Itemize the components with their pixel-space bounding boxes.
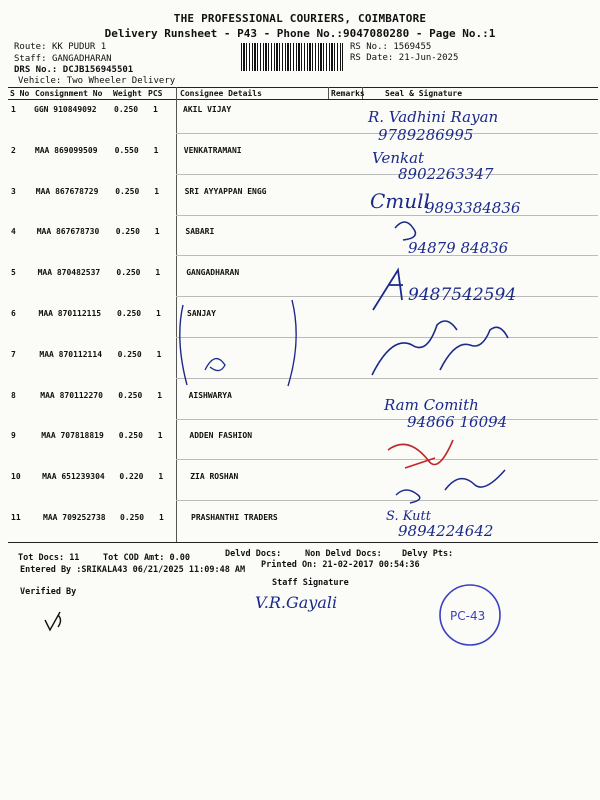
row-consignee: AISHWARYA xyxy=(188,391,232,400)
delvd-docs: Delvd Docs: xyxy=(225,549,282,559)
sig-tamil-scribble xyxy=(372,321,508,375)
tot-docs: Tot Docs: 11 xyxy=(18,553,80,563)
verified-by-label: Verified By xyxy=(20,587,77,597)
row-pcs: 1 xyxy=(153,105,158,114)
row-sno: 7 xyxy=(11,350,16,359)
vehicle-value: Two Wheeler Delivery xyxy=(66,76,176,86)
delvy-pts: Delvy Pts: xyxy=(402,549,454,559)
row-consignment: MAA 867678730 xyxy=(36,227,100,236)
staff-value: GANGADHARAN xyxy=(51,54,112,64)
col-sno: S No xyxy=(10,89,30,98)
row-sno: 8 xyxy=(11,391,16,400)
sig-row1-phone: 9789286995 xyxy=(378,126,474,144)
row-consignment: MAA 870482537 xyxy=(37,268,101,277)
sig-row3-phone: 9893384836 xyxy=(425,199,521,217)
row-consignment: MAA 870112114 xyxy=(39,350,103,359)
col-consignee: Consignee Details xyxy=(180,89,262,98)
row-consignment: GGN 910849092 xyxy=(34,105,97,114)
verified-by-signature xyxy=(45,612,61,630)
row-separator xyxy=(176,174,598,175)
table-bottom-rule xyxy=(8,542,598,543)
sig-row1-name: R. Vadhini Rayan xyxy=(368,108,499,126)
col-remarks: Remarks xyxy=(331,89,365,98)
row-consignee: SABARI xyxy=(185,227,215,236)
row-sno: 5 xyxy=(11,268,16,277)
row-consignee: PRASHANTHI TRADERS xyxy=(191,513,278,522)
staff-line: Staff: GANGADHARAN xyxy=(14,54,112,64)
row-pcs: 1 xyxy=(153,146,159,155)
row-separator xyxy=(176,215,598,216)
company-title: THE PROFESSIONAL COURIERS, COIMBATORE xyxy=(173,12,427,25)
row-sno: 2 xyxy=(11,146,16,155)
stamp-circle xyxy=(440,585,500,645)
row-consignment: MAA 870112115 xyxy=(38,309,102,318)
row-pcs: 1 xyxy=(159,513,164,522)
row-weight: 0.250 xyxy=(116,268,141,277)
row-sno: 10 xyxy=(11,472,21,481)
row-consignee: SANJAY xyxy=(187,309,216,318)
row-weight: 0.250 xyxy=(120,513,145,522)
route-value: KK PUDUR 1 xyxy=(51,42,107,52)
row-pcs: 1 xyxy=(157,431,163,440)
rs-no-line: RS No.: 1569455 xyxy=(350,42,432,52)
drs-line: DRS No.: DCJB156945501 xyxy=(14,65,134,75)
table-header-rule xyxy=(8,99,598,100)
col-weight: Weight xyxy=(113,89,142,98)
row-separator xyxy=(176,255,598,256)
sig-row3-name: Cmull xyxy=(370,189,430,213)
sig-row11-phone: 9894224642 xyxy=(398,522,494,540)
row-consignee: SRI AYYAPPAN ENGG xyxy=(184,187,267,196)
sig-row2-name: Venkat xyxy=(372,149,425,167)
row-consignee: ADDEN FASHION xyxy=(189,431,253,440)
stamp-text: PC-43 xyxy=(450,609,486,623)
row-pcs: 1 xyxy=(154,187,160,196)
row-consignee: GANGADHARAN xyxy=(186,268,240,277)
row-sno: 4 xyxy=(11,227,16,236)
row-consignee: VENKATRAMANI xyxy=(183,146,242,155)
row-consignment: MAA 869099509 xyxy=(34,146,98,155)
row-weight: 0.250 xyxy=(117,309,142,318)
route-line: Route: KK PUDUR 1 xyxy=(14,42,107,52)
row-consignment: MAA 707818819 xyxy=(41,431,104,440)
row-consignee: AKIL VIJAY xyxy=(183,105,232,114)
row-sno: 1 xyxy=(11,105,16,114)
row-separator xyxy=(176,133,598,134)
sig-rows-6-7-scribble xyxy=(205,359,225,371)
row-consignee: ZIA ROSHAN xyxy=(190,472,239,481)
column-divider xyxy=(176,87,177,542)
column-divider xyxy=(328,87,329,99)
row-separator xyxy=(176,419,598,420)
row-pcs: 1 xyxy=(157,391,163,400)
non-delvd-docs: Non Delvd Docs: xyxy=(305,549,382,559)
row-separator xyxy=(176,500,598,501)
row-pcs: 1 xyxy=(155,268,161,277)
printed-on: Printed On: 21-02-2017 00:54:36 xyxy=(261,560,420,570)
drs-value: DCJB156945501 xyxy=(62,65,134,75)
col-pcs: PCS xyxy=(148,89,163,98)
staff-signature-label: Staff Signature xyxy=(272,578,349,588)
row-weight: 0.550 xyxy=(114,146,139,155)
rs-date-value: 21-Jun-2025 xyxy=(398,53,459,63)
sig-row10-scribble xyxy=(396,470,505,503)
rs-date-line: RS Date: 21-Jun-2025 xyxy=(350,53,459,63)
rs-no-value: 1569455 xyxy=(393,42,432,52)
row-separator xyxy=(176,337,598,338)
sig-row9-red xyxy=(388,440,453,468)
sig-row5-initials xyxy=(373,270,403,310)
runsheet-title: Delivery Runsheet - P43 - Phone No.:9047080280 - Page No.:1 xyxy=(104,27,496,40)
barcode xyxy=(241,43,343,71)
tot-cod: Tot COD Amt: 0.00 xyxy=(103,553,191,563)
row-separator xyxy=(176,296,598,297)
col-seal: Seal & Signature xyxy=(385,89,463,98)
row-consignment: MAA 709252738 xyxy=(43,513,106,522)
row-weight: 0.250 xyxy=(117,350,142,359)
row-weight: 0.250 xyxy=(114,105,139,114)
row-consignment: MAA 867678729 xyxy=(35,187,99,196)
row-sno: 3 xyxy=(11,187,16,196)
row-weight: 0.250 xyxy=(118,431,143,440)
sig-row4-scribble xyxy=(395,222,415,240)
row-sno: 11 xyxy=(11,513,21,522)
sig-row5-phone: 9487542594 xyxy=(408,285,517,305)
vehicle-line: Vehicle: Two Wheeler Delivery xyxy=(18,76,176,86)
col-consignment: Consignment No xyxy=(35,89,103,98)
row-pcs: 1 xyxy=(158,472,164,481)
row-separator xyxy=(176,378,598,379)
row-sno: 6 xyxy=(11,309,16,318)
row-consignment: MAA 651239304 xyxy=(42,472,105,481)
row-weight: 0.250 xyxy=(118,391,143,400)
row-consignment: MAA 870112270 xyxy=(40,391,103,400)
row-sno: 9 xyxy=(11,431,16,440)
sig-row8-name: Ram Comith xyxy=(384,396,479,414)
row-pcs: 1 xyxy=(156,350,162,359)
sig-row4-phone: 94879 84836 xyxy=(408,239,509,257)
sig-row2-phone: 8902263347 xyxy=(398,165,494,183)
row-pcs: 1 xyxy=(156,309,161,318)
table-top-rule xyxy=(8,87,598,88)
row-separator xyxy=(176,459,598,460)
row-weight: 0.220 xyxy=(119,472,144,481)
staff-handwritten-signature: V.R.Gayali xyxy=(255,593,338,612)
row-weight: 0.250 xyxy=(115,187,140,196)
row-weight: 0.250 xyxy=(115,227,140,236)
sig-row8-phone: 94866 16094 xyxy=(407,413,508,431)
sig-row11-name: S. Kutt xyxy=(386,509,431,524)
row-pcs: 1 xyxy=(154,227,160,236)
entered-by: Entered By :SRIKALA43 06/21/2025 11:09:48 AM xyxy=(20,565,246,575)
